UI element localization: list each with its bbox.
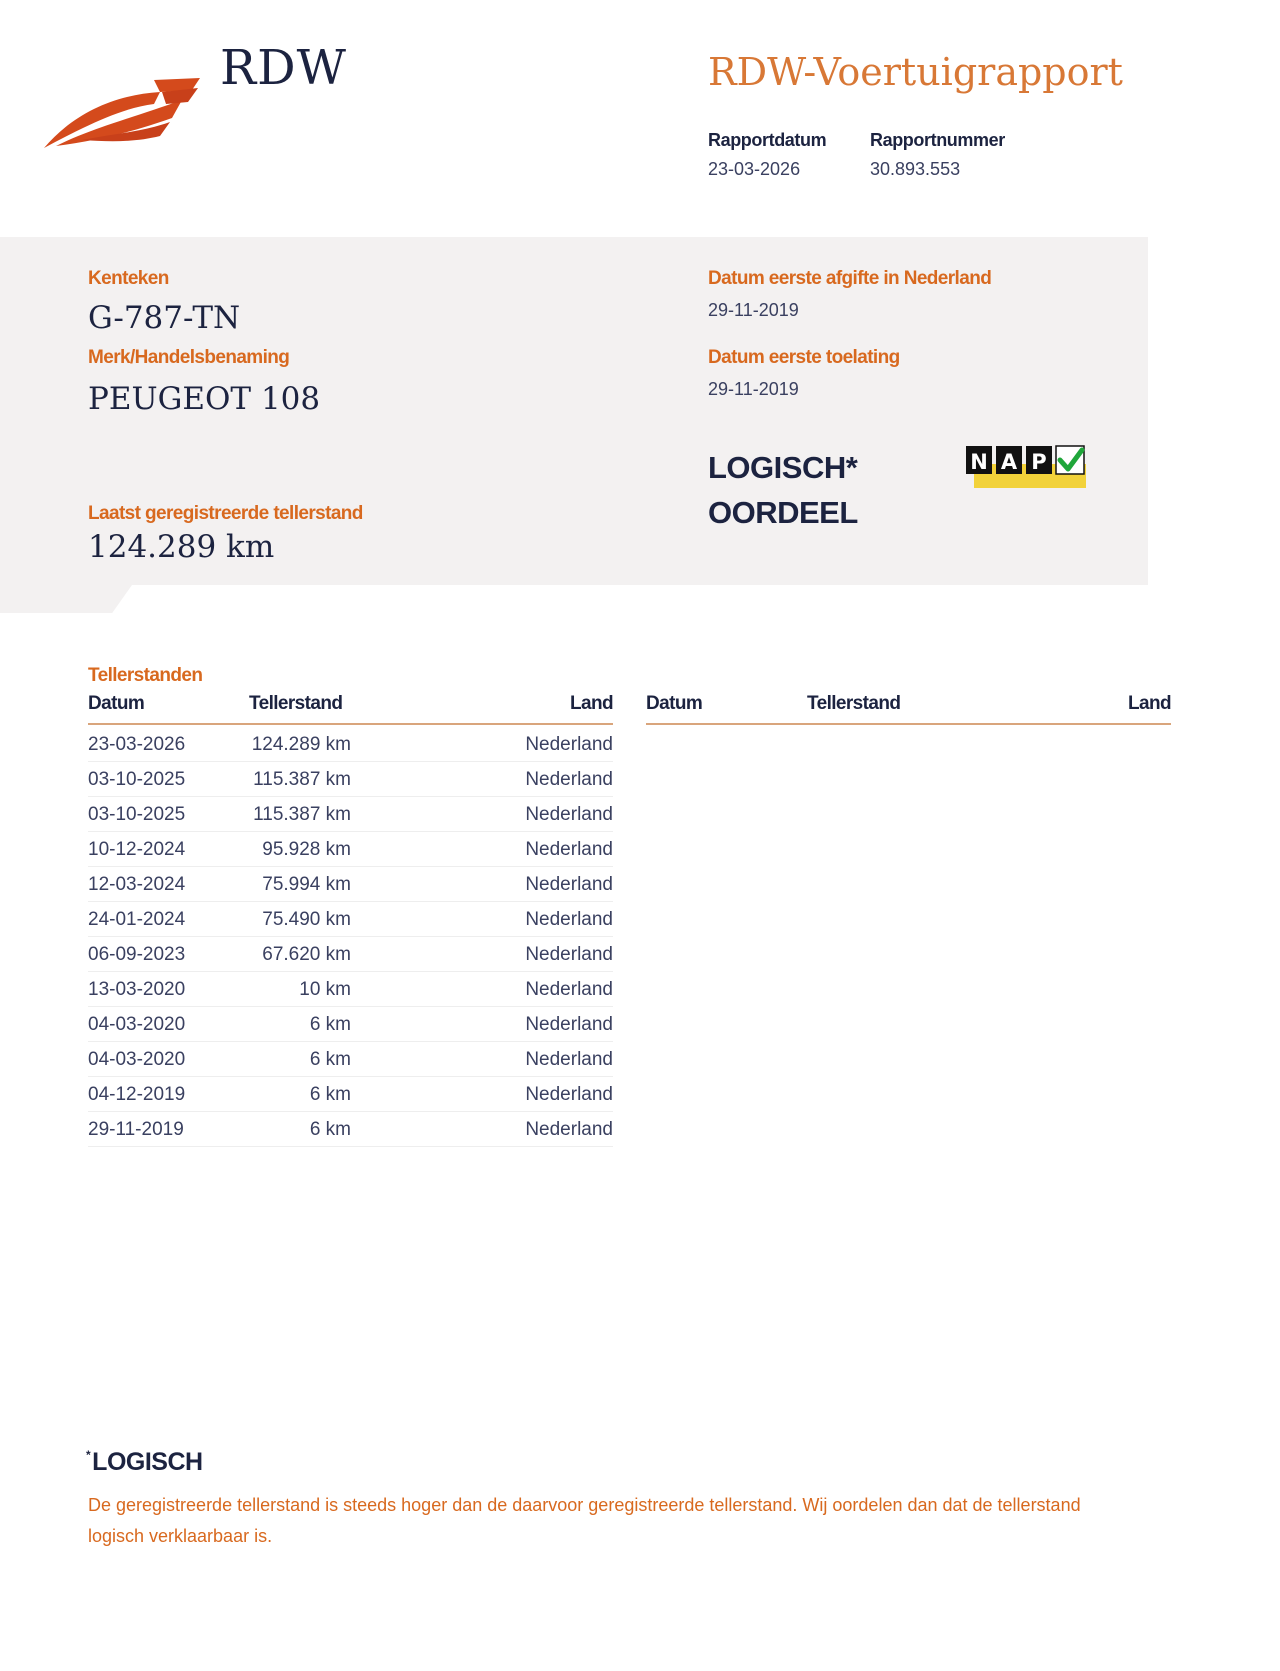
verdict-line-1: LOGISCH* [708,450,858,485]
row-country: Nederland [525,1084,613,1105]
row-odometer: 75.994 km [262,874,351,895]
table-row [88,832,613,867]
panel-tab-decoration [0,585,132,613]
make-value: PEUGEOT 108 [88,381,321,417]
last-odometer-label: Laatst geregistreerde tellerstand [88,503,363,524]
report-title: RDW-Voertuigrapport [708,50,1123,94]
row-odometer: 75.490 km [262,909,351,930]
row-date: 03-10-2025 [88,769,186,790]
table-row [88,1007,613,1042]
rdw-logo-icon [42,70,202,154]
col-odometer-header: Tellerstand [249,693,343,714]
row-country: Nederland [525,944,613,965]
col-date-header-right: Datum [646,693,703,714]
row-odometer: 115.387 km [253,769,351,790]
row-country: Nederland [525,734,613,755]
table-row [88,867,613,902]
col-odometer-header-right: Tellerstand [807,693,901,714]
table-row [88,1077,613,1112]
row-odometer: 67.620 km [262,944,351,965]
row-odometer: 6 km [309,1014,351,1035]
row-date: 10-12-2024 [88,839,186,860]
last-odometer-value: 124.289 km [88,529,275,565]
table-row [88,902,613,937]
row-country: Nederland [525,1119,613,1140]
row-country: Nederland [525,909,613,930]
col-date-header: Datum [88,693,145,714]
col-country-header-right: Land [1128,693,1171,714]
nap-letter-a: A [1000,450,1018,474]
plate-label: Kenteken [88,268,169,289]
row-odometer: 10 km [299,979,351,1000]
readings-table-header-right [646,693,1171,725]
row-date: 24-01-2024 [88,909,186,930]
nap-letter-p: P [1031,450,1047,474]
row-date: 13-03-2020 [88,979,186,1000]
footnote-text: De geregistreerde tellerstand is steeds hoger dan de daarvoor geregistreerde tellerstand. Wij oordelen dan dat de tellerstand logisch verklaarbaar is. [88,1495,1081,1546]
row-date: 12-03-2024 [88,874,186,895]
first-admission-value: 29-11-2019 [708,379,799,399]
row-country: Nederland [525,979,613,1000]
table-row [88,727,613,762]
table-row [88,1042,613,1077]
row-country: Nederland [525,839,613,860]
verdict [708,445,858,535]
row-date: 29-11-2019 [88,1119,184,1140]
table-row [88,1112,613,1147]
table-row [88,937,613,972]
row-date: 04-03-2020 [88,1049,186,1070]
row-odometer: 6 km [309,1084,351,1105]
footnote-marker: * [86,1448,91,1462]
table-row [88,762,613,797]
report-date-value: 23-03-2026 [708,159,801,179]
row-country: Nederland [525,874,613,895]
row-odometer: 115.387 km [253,804,351,825]
footnote-title [86,1448,203,1477]
row-odometer: 124.289 km [251,734,351,755]
first-issue-label: Datum eerste afgifte in Nederland [708,268,992,289]
table-row [88,797,613,832]
report-number-value: 30.893.553 [870,159,961,179]
row-odometer: 95.928 km [262,839,351,860]
row-date: 03-10-2025 [88,804,186,825]
row-date: 23-03-2026 [88,734,186,755]
nap-logo-icon [966,444,1088,492]
nap-letter-n: N [970,450,988,474]
readings-table-header-left [88,693,613,725]
verdict-line-2: OORDEEL [708,495,858,530]
row-country: Nederland [525,1014,613,1035]
rdw-logo-text: RDW [220,40,347,96]
plate-value: G-787-TN [88,300,241,336]
row-date: 06-09-2023 [88,944,186,965]
readings-table-body [88,727,613,1147]
row-date: 04-03-2020 [88,1014,186,1035]
first-admission-label: Datum eerste toelating [708,347,900,368]
report-date-label: Rapportdatum [708,130,827,150]
row-country: Nederland [525,804,613,825]
row-country: Nederland [525,1049,613,1070]
row-country: Nederland [525,769,613,790]
footnote-title-text: LOGISCH [92,1448,203,1476]
report-number-label: Rapportnummer [870,130,1005,150]
first-issue-value: 29-11-2019 [708,300,799,320]
make-label: Merk/Handelsbenaming [88,347,290,368]
col-country-header: Land [570,693,613,714]
table-row [88,972,613,1007]
row-odometer: 6 km [309,1119,351,1140]
row-odometer: 6 km [309,1049,351,1070]
row-date: 04-12-2019 [88,1084,186,1105]
readings-title: Tellerstanden [88,665,203,686]
